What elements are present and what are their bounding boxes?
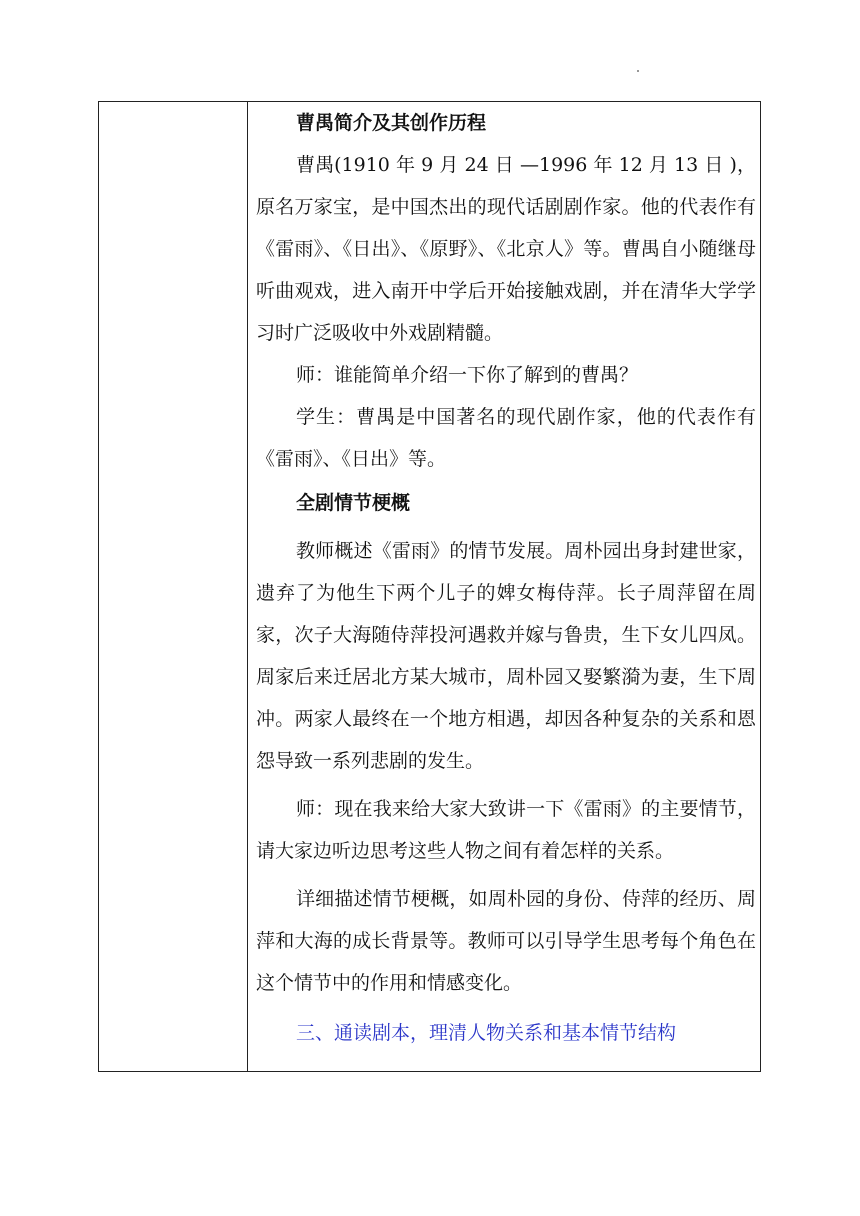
column-divider [247, 102, 248, 1071]
teacher-intro-paragraph: 师：现在我来给大家大致讲一下《雷雨》的主要情节，请大家边听边思考这些人物之间有着怎样的关系。 [256, 798, 756, 862]
left-column-cell [99, 102, 247, 1071]
author-intro-paragraph: 曹禺(1910 年 9 月 24 日 —1996 年 12 月 13 日 )，原名万家宝，是中国杰出的现代话剧剧作家。他的代表作有《雷雨》、《日出》、《原野》、《北京人》等。曹禺自小随继母听曲观戏，进入南开中学后开始接触戏剧，并在清华大学学习时广泛吸收中外戏剧精髓。 [256, 154, 756, 344]
detail-paragraph: 详细描述情节梗概，如周朴园的身份、侍萍的经历、周萍和大海的成长背景等。教师可以引导学生思考每个角色在这个情节中的作用和情感变化。 [256, 888, 756, 994]
page-mark-dot [637, 70, 639, 72]
teacher-question: 师：谁能简单介绍一下你了解到的曹禺？ [296, 364, 639, 386]
section-title-reading: 三、通读剧本，理清人物关系和基本情节结构 [296, 1022, 677, 1044]
heading-author-intro: 曹禺简介及其创作历程 [296, 112, 487, 134]
plot-summary-paragraph: 教师概述《雷雨》的情节发展。周朴园出身封建世家，遗弃了为他生下两个儿子的婢女梅侍萍。长子周萍留在周家，次子大海随侍萍投河遇救并嫁与鲁贵，生下女儿四凤。周家后来迁居北方某大城市，周朴园又娶繁漪为妻，生下周冲。两家人最终在一个地方相遇，却因各种复杂的关系和恩怨导致一系列悲剧的发生。 [256, 540, 756, 772]
student-answer: 学生：曹禺是中国著名的现代剧作家，他的代表作有《雷雨》、《日出》等。 [256, 406, 756, 470]
content-cell [256, 102, 756, 1071]
lesson-table [98, 101, 761, 1072]
heading-plot-summary: 全剧情节梗概 [296, 492, 411, 514]
